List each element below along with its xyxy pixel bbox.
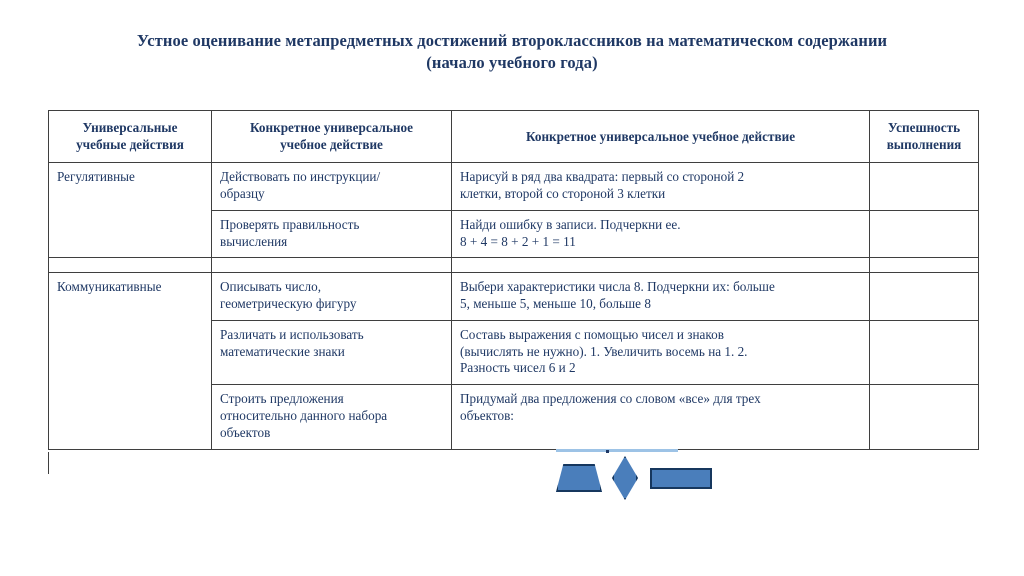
table-header-row bbox=[49, 111, 979, 163]
action-cell bbox=[212, 320, 452, 384]
action-line: геометрическую фигуру bbox=[220, 296, 357, 312]
success-cell[interactable] bbox=[870, 210, 979, 258]
spacer-cell bbox=[49, 258, 212, 273]
action-line: относительно данного набора bbox=[220, 407, 388, 423]
task-line: (вычислять не нужно). 1. Увеличить восемь на 1. 2. bbox=[460, 343, 748, 359]
action-cell bbox=[212, 385, 452, 449]
action-line: Строить предложения bbox=[220, 391, 344, 407]
assessment-table bbox=[48, 110, 979, 450]
header-line: выполнения bbox=[886, 137, 962, 153]
header-line: Универсальные bbox=[82, 120, 178, 135]
action-line: образцу bbox=[220, 186, 265, 202]
page-title bbox=[62, 30, 962, 74]
shapes-row bbox=[540, 456, 740, 498]
action-line: Различать и использовать bbox=[220, 326, 364, 342]
task-cell bbox=[452, 273, 870, 321]
header-line: Успешность bbox=[887, 120, 961, 135]
rectangle-shape bbox=[650, 468, 712, 489]
task-cell bbox=[452, 210, 870, 258]
assessment-table-wrap bbox=[48, 110, 978, 450]
action-line: математические знаки bbox=[220, 343, 345, 359]
task-line: Выбери характеристики числа 8. Подчеркни их: больше bbox=[460, 279, 775, 295]
header-line: Конкретное универсальное bbox=[250, 120, 413, 135]
header-line: Конкретное универсальное учебное действие bbox=[525, 128, 796, 144]
action-cell bbox=[212, 163, 452, 211]
success-cell[interactable] bbox=[870, 163, 979, 211]
title-line-2: (начало учебного года) bbox=[426, 53, 598, 73]
rule-center-dot bbox=[606, 450, 609, 453]
action-line: Описывать число, bbox=[220, 279, 322, 295]
action-cell bbox=[212, 210, 452, 258]
group-label-communicative: Коммуникативные bbox=[49, 273, 212, 449]
task-line: 8 + 4 = 8 + 2 + 1 = 11 bbox=[460, 233, 576, 249]
column-header-success bbox=[870, 111, 979, 163]
task-line: Придумай два предложения со словом «все» для трех bbox=[460, 391, 761, 407]
task-line: 5, меньше 5, меньше 10, больше 8 bbox=[460, 296, 651, 312]
task-line: Составь выражения с помощью чисел и знаков bbox=[460, 326, 724, 342]
task-line: Разность чисел 6 и 2 bbox=[460, 360, 576, 376]
table-row bbox=[49, 163, 979, 211]
trapezoid-shape bbox=[556, 464, 602, 492]
table-left-border-tail bbox=[48, 452, 49, 474]
section-spacer-row bbox=[49, 258, 979, 273]
header-line: учебные действия bbox=[76, 137, 184, 153]
task-line: Нарисуй в ряд два квадрата: первый со стороной 2 bbox=[460, 169, 745, 185]
diamond-shape bbox=[612, 456, 638, 500]
horizontal-rule-line bbox=[556, 449, 678, 452]
title-line-1: Устное оценивание метапредметных достижений второклассников на математическом содержании bbox=[136, 31, 888, 50]
group-label-regulative: Регулятивные bbox=[49, 163, 212, 258]
success-cell[interactable] bbox=[870, 320, 979, 384]
column-header-concrete-task bbox=[452, 111, 870, 163]
spacer-cell bbox=[870, 258, 979, 273]
task-cell bbox=[452, 163, 870, 211]
column-header-concrete-action bbox=[212, 111, 452, 163]
action-cell bbox=[212, 273, 452, 321]
success-cell[interactable] bbox=[870, 273, 979, 321]
task-line: объектов: bbox=[460, 407, 514, 423]
action-line: вычисления bbox=[220, 233, 288, 249]
spacer-cell bbox=[212, 258, 452, 273]
task-cell bbox=[452, 320, 870, 384]
task-line: клетки, второй со стороной 3 клетки bbox=[460, 186, 666, 202]
action-line: объектов bbox=[220, 424, 271, 440]
task-line: Найди ошибку в записи. Подчеркни ее. bbox=[460, 216, 681, 232]
geometric-shapes-figure bbox=[540, 440, 740, 500]
header-line: учебное действие bbox=[280, 137, 383, 153]
column-header-universal-actions bbox=[49, 111, 212, 163]
success-cell[interactable] bbox=[870, 385, 979, 449]
action-line: Действовать по инструкции/ bbox=[220, 169, 381, 185]
action-line: Проверять правильность bbox=[220, 216, 360, 232]
spacer-cell bbox=[452, 258, 870, 273]
table-row bbox=[49, 273, 979, 321]
